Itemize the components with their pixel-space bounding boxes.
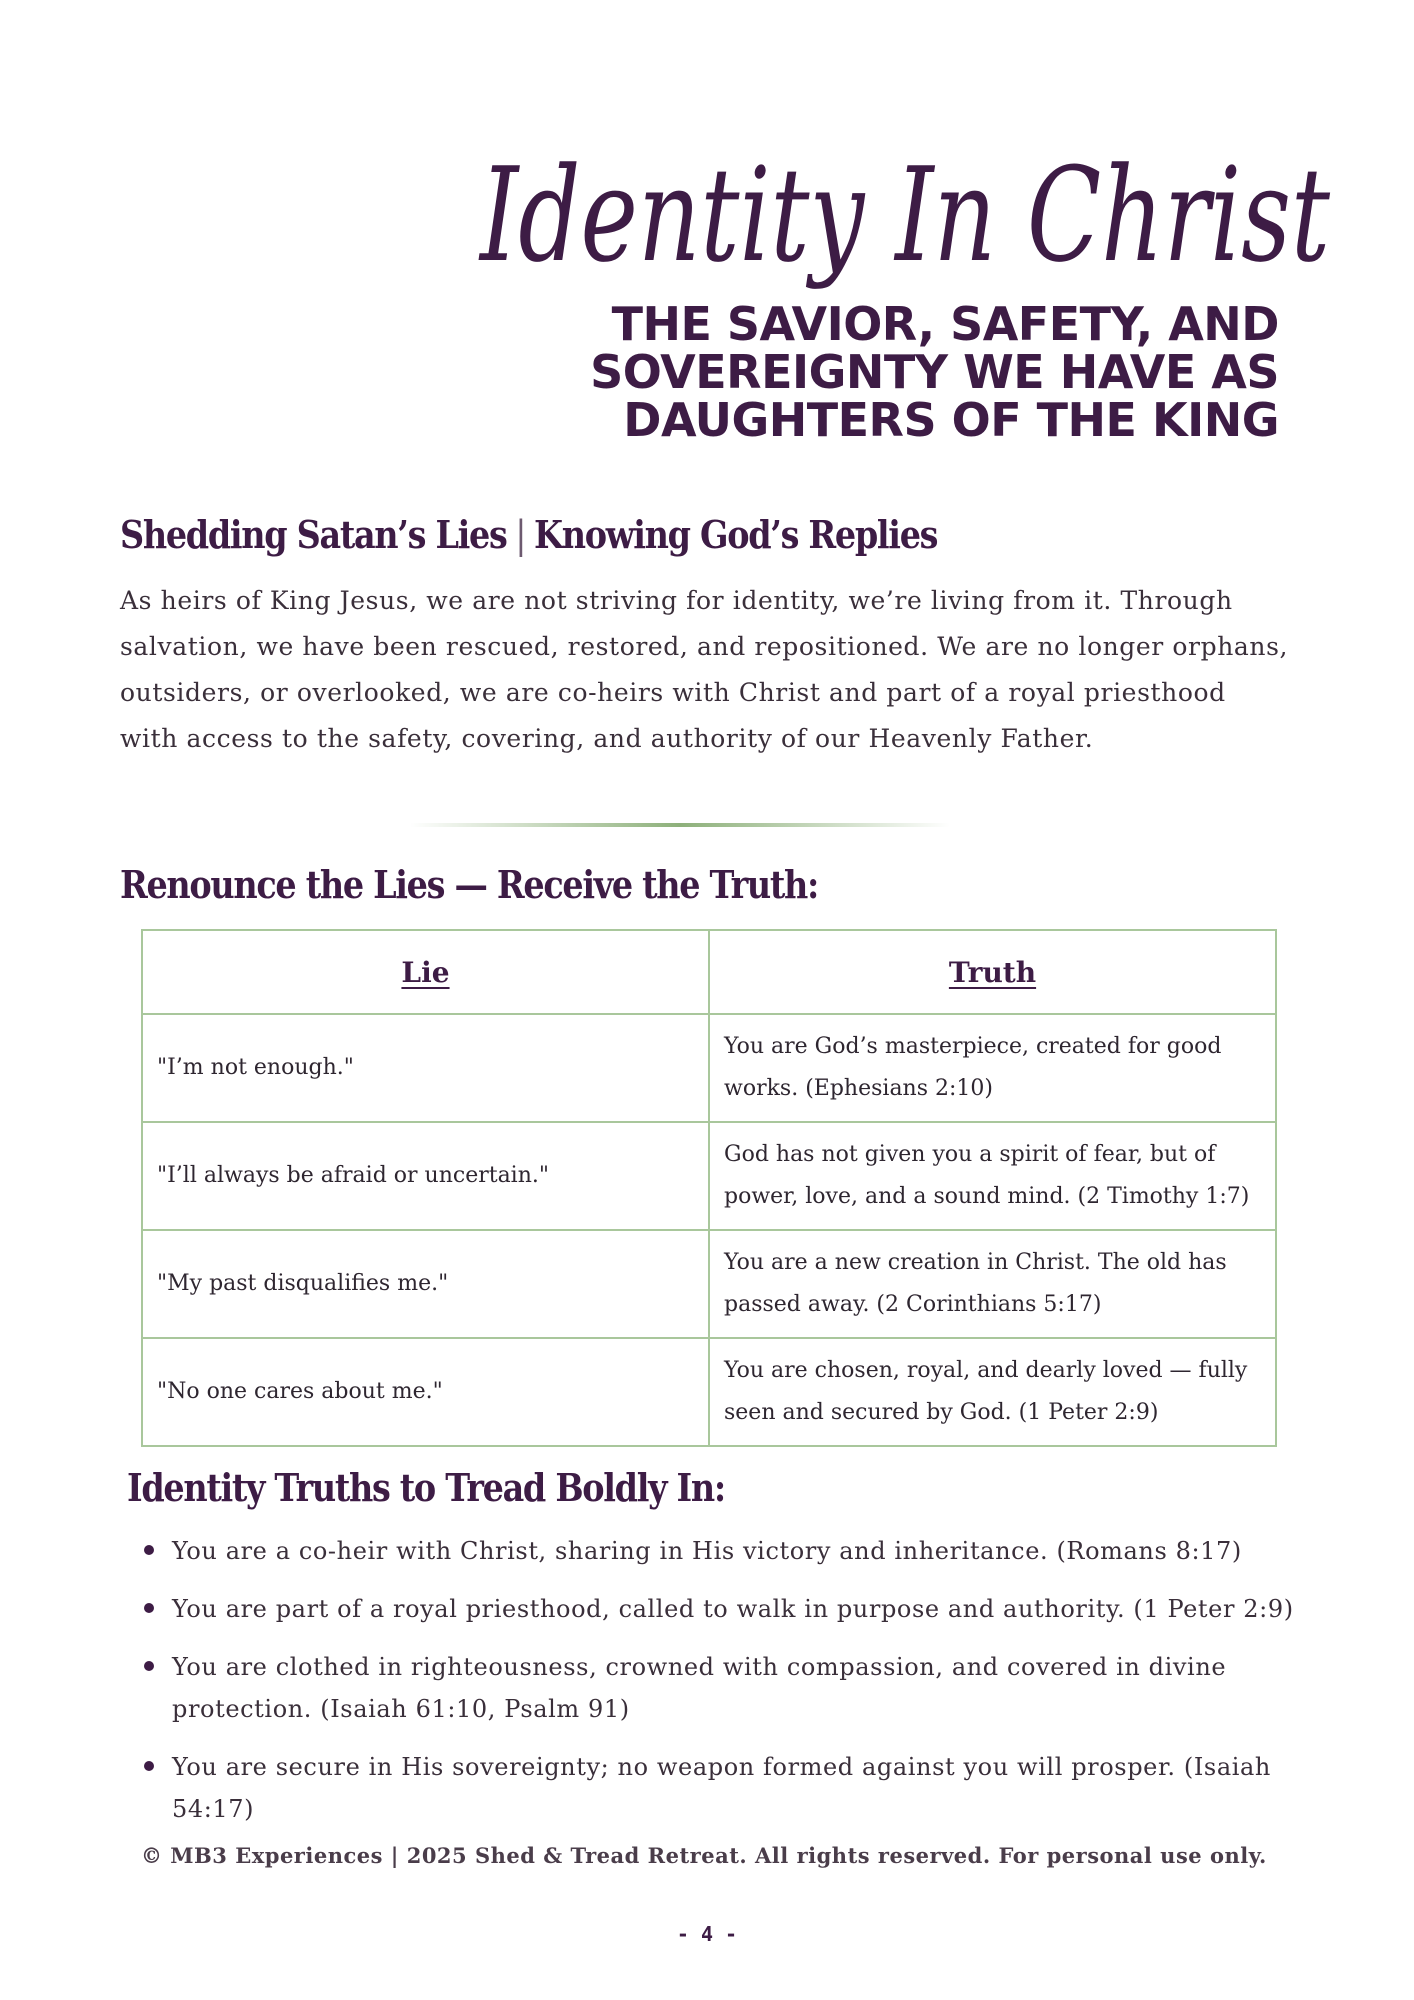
- list-item-text: You are a co-heir with Christ, sharing in His victory and inheritance. (Romans 8:17): [172, 1537, 1242, 1565]
- heading-right: Knowing God’s Replies: [534, 512, 938, 557]
- intro-paragraph: [120, 578, 1289, 762]
- table-row: [142, 1338, 1276, 1446]
- page-subtitle: [379, 297, 1279, 447]
- list-item: [140, 1530, 1320, 1572]
- table-row: [142, 1014, 1276, 1122]
- bullet-icon: [144, 1603, 154, 1613]
- column-header-truth: Truth: [709, 930, 1276, 1014]
- column-header-lie: Lie: [142, 930, 709, 1014]
- table-header-row: [142, 930, 1276, 1014]
- list-item-text: You are clothed in righteousness, crowned with compassion, and covered in divine protection. (Isaiah 61:10, Psalm 91): [172, 1653, 1227, 1723]
- truth-cell: You are chosen, royal, and dearly loved — fully seen and secured by God. (1 Peter 2:9): [709, 1338, 1276, 1446]
- lie-cell: "No one cares about me.": [142, 1338, 709, 1446]
- section-heading-identity-truths: Identity Truths to Tread Boldly In:: [127, 1465, 725, 1510]
- script-title: [470, 120, 1350, 310]
- lie-cell: "My past disqualifies me.": [142, 1230, 709, 1338]
- bullet-icon: [144, 1661, 154, 1671]
- copyright-footer: © MB3 Experiences | 2025 Shed & Tread Retreat. All rights reserved. For personal use only.: [141, 1843, 1267, 1868]
- script-title-text: Identity In Christ: [478, 139, 1331, 291]
- subtitle-line: SOVEREIGNTY WE HAVE AS: [590, 345, 1279, 399]
- paragraph-line: with access to the safety, covering, and authority of our Heavenly Father.: [120, 724, 1094, 753]
- list-item: [140, 1646, 1320, 1730]
- truth-cell: You are God’s masterpiece, created for good works. (Ephesians 2:10): [709, 1014, 1276, 1122]
- truth-cell: God has not given you a spirit of fear, but of power, love, and a sound mind. (2 Timothy 1:7): [709, 1122, 1276, 1230]
- table-row: [142, 1230, 1276, 1338]
- table-row: [142, 1122, 1276, 1230]
- paragraph-line: As heirs of King Jesus, we are not striving for identity, we’re living from it. Through: [120, 586, 1233, 615]
- list-item: [140, 1746, 1320, 1830]
- subtitle-line: THE SAVIOR, SAFETY, AND: [611, 297, 1279, 351]
- section-heading-renounce-lies: Renounce the Lies — Receive the Truth:: [120, 862, 819, 907]
- lie-truth-table: [141, 929, 1277, 1447]
- paragraph-line: outsiders, or overlooked, we are co-heirs with Christ and part of a royal priesthood: [120, 678, 1226, 707]
- truth-cell: You are a new creation in Christ. The old has passed away. (2 Corinthians 5:17): [709, 1230, 1276, 1338]
- heading-left: Shedding Satan’s Lies: [120, 512, 507, 557]
- lie-cell: "I’ll always be afraid or uncertain.": [142, 1122, 709, 1230]
- list-item: [140, 1588, 1320, 1630]
- section-heading-shedding-lies: [120, 512, 937, 557]
- section-divider: [410, 823, 950, 827]
- paragraph-line: salvation, we have been rescued, restored, and repositioned. We are no longer orphans,: [120, 632, 1289, 661]
- bullet-icon: [144, 1545, 154, 1555]
- bullet-icon: [144, 1761, 154, 1771]
- list-item-text: You are part of a royal priesthood, called to walk in purpose and authority. (1 Peter 2:9): [172, 1595, 1294, 1623]
- subtitle-line: DAUGHTERS OF THE KING: [623, 393, 1279, 447]
- page-number: - 4 -: [676, 1922, 738, 1946]
- heading-separator: |: [515, 513, 526, 557]
- identity-truths-list: [140, 1530, 1320, 1846]
- list-item-text: You are secure in His sovereignty; no weapon formed against you will prosper. (Isaiah 54:17): [172, 1753, 1271, 1823]
- lie-cell: "I’m not enough.": [142, 1014, 709, 1122]
